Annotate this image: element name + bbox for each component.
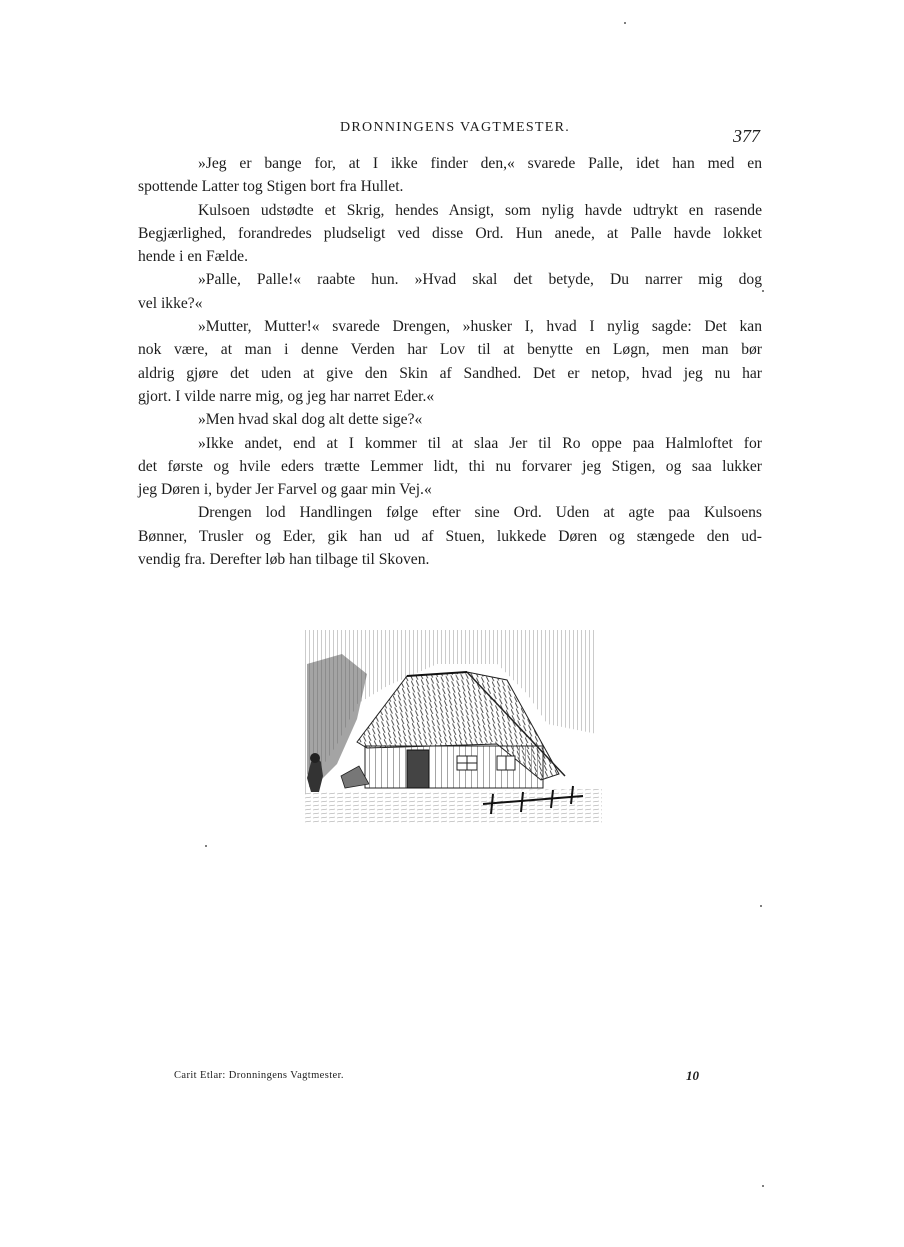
cottage-illustration: [297, 624, 609, 829]
text-line: »Men hvad skal dog alt dette sige?«: [198, 411, 423, 429]
paper-speck: [762, 1185, 764, 1187]
text-line: vel ikke?«: [138, 294, 203, 312]
text-line: aldrig gjøre det uden at give den Skin af Sandhed. Det er netop, hvad jeg nu har: [138, 364, 762, 382]
text-line: Kulsoen udstødte et Skrig, hendes Ansigt, som nylig havde udtrykt en rasende: [198, 201, 762, 219]
text-line: gjort. I vilde narre mig, og jeg har narret Eder.«: [138, 387, 435, 405]
text-line: jeg Døren i, byder Jer Farvel og gaar min Vej.«: [138, 481, 432, 499]
footer-source: Carit Etlar: Dronningens Vagtmester.: [174, 1070, 344, 1081]
text-line: hende i en Fælde.: [138, 248, 249, 266]
paper-speck: [760, 905, 762, 907]
ground: [305, 789, 602, 824]
figure-head: [310, 753, 320, 763]
running-title: DRONNINGENS VAGTMESTER.: [340, 120, 571, 135]
cottage-wall: [365, 746, 543, 788]
text-line: Drengen lod Handlingen følge efter sine Ord. Uden at agte paa Kulsoens: [198, 504, 762, 522]
text-line: »Palle, Palle!« raabte hun. »Hvad skal det betyde, Du narrer mig dog: [198, 271, 762, 289]
cottage-door: [407, 750, 429, 788]
page-number: 377: [733, 126, 760, 146]
body-text: [138, 152, 762, 571]
text-line: Begjærlighed, forandredes pludseligt ved disse Ord. Hun anede, at Palle havde lokket: [138, 224, 762, 242]
signature-mark: 10: [686, 1068, 699, 1083]
text-line: »Ikke andet, end at I kommer til at slaa Jer til Ro oppe paa Halmloftet for: [198, 434, 762, 452]
text-line: det første og hvile eders trætte Lemmer lidt, thi nu forvarer jeg Stigen, og saa lukker: [138, 457, 762, 475]
text-line: vendig fra. Derefter løb han tilbage til Skoven.: [138, 551, 430, 569]
text-line: Bønner, Trusler og Eder, gik han ud af Stuen, lukkede Døren og stængede den ud-: [138, 527, 762, 545]
paper-speck: [762, 290, 764, 292]
paper-speck: [205, 845, 207, 847]
text-line: spottende Latter tog Stigen bort fra Hullet.: [138, 178, 404, 196]
text-line: nok være, at man i denne Verden har Lov til at benytte en Løgn, men man bør: [138, 341, 762, 359]
text-line: »Jeg er bange for, at I ikke finder den,« svarede Palle, idet han med en: [198, 155, 762, 172]
paper-speck: [624, 22, 626, 24]
text-line: »Mutter, Mutter!« svarede Drengen, »husker I, hvad I nylig sagde: Det kan: [198, 318, 762, 336]
